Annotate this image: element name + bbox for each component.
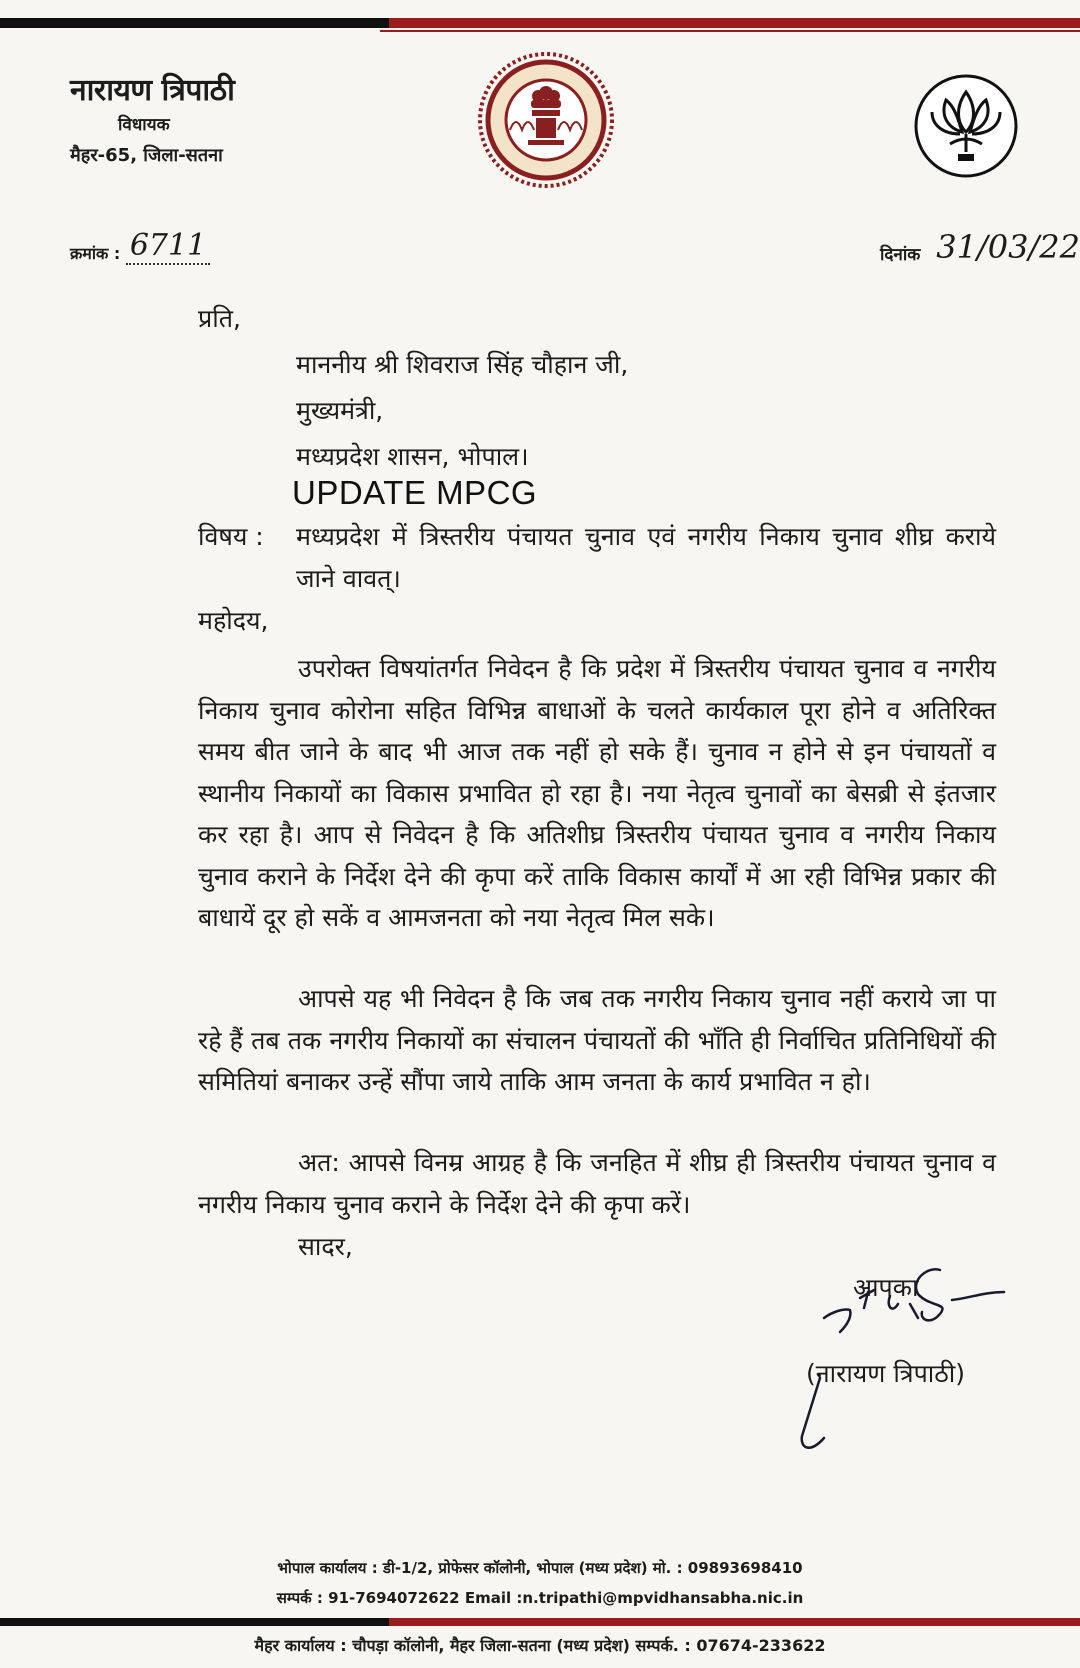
addressee-line: मुख्यमंत्री, [296, 396, 384, 425]
signature-yours: आपका [853, 1273, 919, 1302]
lotus-party-symbol-icon [912, 72, 1020, 180]
addressee-line: मध्यप्रदेश शासन, भोपाल। [296, 442, 529, 471]
date-value: 31/03/22 [936, 228, 1080, 266]
footer-maihar-office: मैहर कार्यालय : चौपड़ा कॉलोनी, मैहर जिला-सतना (मध्य प्रदेश) सम्पर्क. : 07674-233622 [254, 1636, 826, 1655]
mp-vidhan-sabha-seal-icon [476, 50, 616, 190]
top-border-rule [0, 18, 1080, 28]
watermark-text: UPDATE MPCG [292, 474, 538, 511]
body-paragraph: अत: आपसे विनम्र आग्रह है कि जनहित में शीघ्र ही त्रिस्तरीय पंचायत चुनाव व नगरीय निकाय चुनाव कराने के निर्देश देने की कृपा करें। [198, 1148, 996, 1219]
reference-number [70, 228, 210, 267]
body-paragraph: आपसे यह भी निवेदन है कि जब तक नगरीय निकाय चुनाव नहीं कराये जा पा रहे हैं तब तक नगरीय निकायों का संचालन पंचायतों की भाँति ही निर्वाचित प्रतिनिधियों की समितियां बनाकर उन्हें सौंपा जाये ताकि आम जनता के कार्य प्रभावित न हो। [198, 984, 996, 1096]
reference-label: क्रमांक : [70, 244, 121, 263]
footer-contact: सम्पर्क : 91-7694072622 Email :n.tripathi@mpvidhansabha.nic.in [276, 1589, 804, 1607]
subject-text: मध्यप्रदेश में त्रिस्तरीय पंचायत चुनाव एवं नगरीय निकाय चुनाव शीघ्र कराये जाने वावत्। [296, 522, 996, 593]
footer-bhopal-office: भोपाल कार्यालय : डी-1/2, प्रोफेसर कॉलोनी, भोपाल (मध्य प्रदेश) मो. : 09893698410 [277, 1559, 803, 1577]
letterhead-constituency: मैहर-65, जिला-सतना [70, 145, 223, 166]
letter-date [880, 230, 1080, 268]
bottom-border-rule [0, 1618, 1080, 1626]
reference-value: 6711 [126, 228, 210, 265]
signature-name: (नारायण त्रिपाठी) [806, 1359, 966, 1388]
closing: सादर, [298, 1232, 353, 1261]
top-border-thin-rule [380, 30, 1080, 32]
body-paragraph: उपरोक्त विषयांतर्गत निवेदन है कि प्रदेश में त्रिस्तरीय पंचायत चुनाव व नगरीय निकाय चुनाव कोरोना सहित विभिन्न बाधाओं के चलते कार्यकाल पूरा होने व अतिरिक्त समय बीत जाने के बाद भी आज तक नहीं हो सके हैं। चुनाव न होने से इन पंचायतों व स्थानीय निकायों का विकास प्रभावित हो रहा है। नया नेतृत्व चुनावों का बेसब्री से इंतजार कर रहा है। आप से निवेदन है कि अतिशीघ्र त्रिस्तरीय पंचायत चुनाव व नगरीय निकाय चुनाव कराने के निर्देश देने की कृपा करें ताकि विकास कार्यों में आ रही विभिन्न प्रकार की बाधायें दूर हो सकें व आमजनता को नया नेतृत्व मिल सके। [198, 654, 996, 932]
date-label: दिनांक [880, 245, 921, 265]
letterhead-name: नारायण त्रिपाठी [70, 73, 235, 108]
subject-label: विषय : [198, 522, 264, 551]
addressee-line: माननीय श्री शिवराज सिंह चौहान जी, [296, 350, 629, 379]
addressee-block [296, 344, 628, 482]
salutation: महोदय, [198, 606, 269, 635]
addressee-to: प्रति, [198, 304, 241, 333]
letterhead-designation: विधायक [118, 115, 170, 135]
